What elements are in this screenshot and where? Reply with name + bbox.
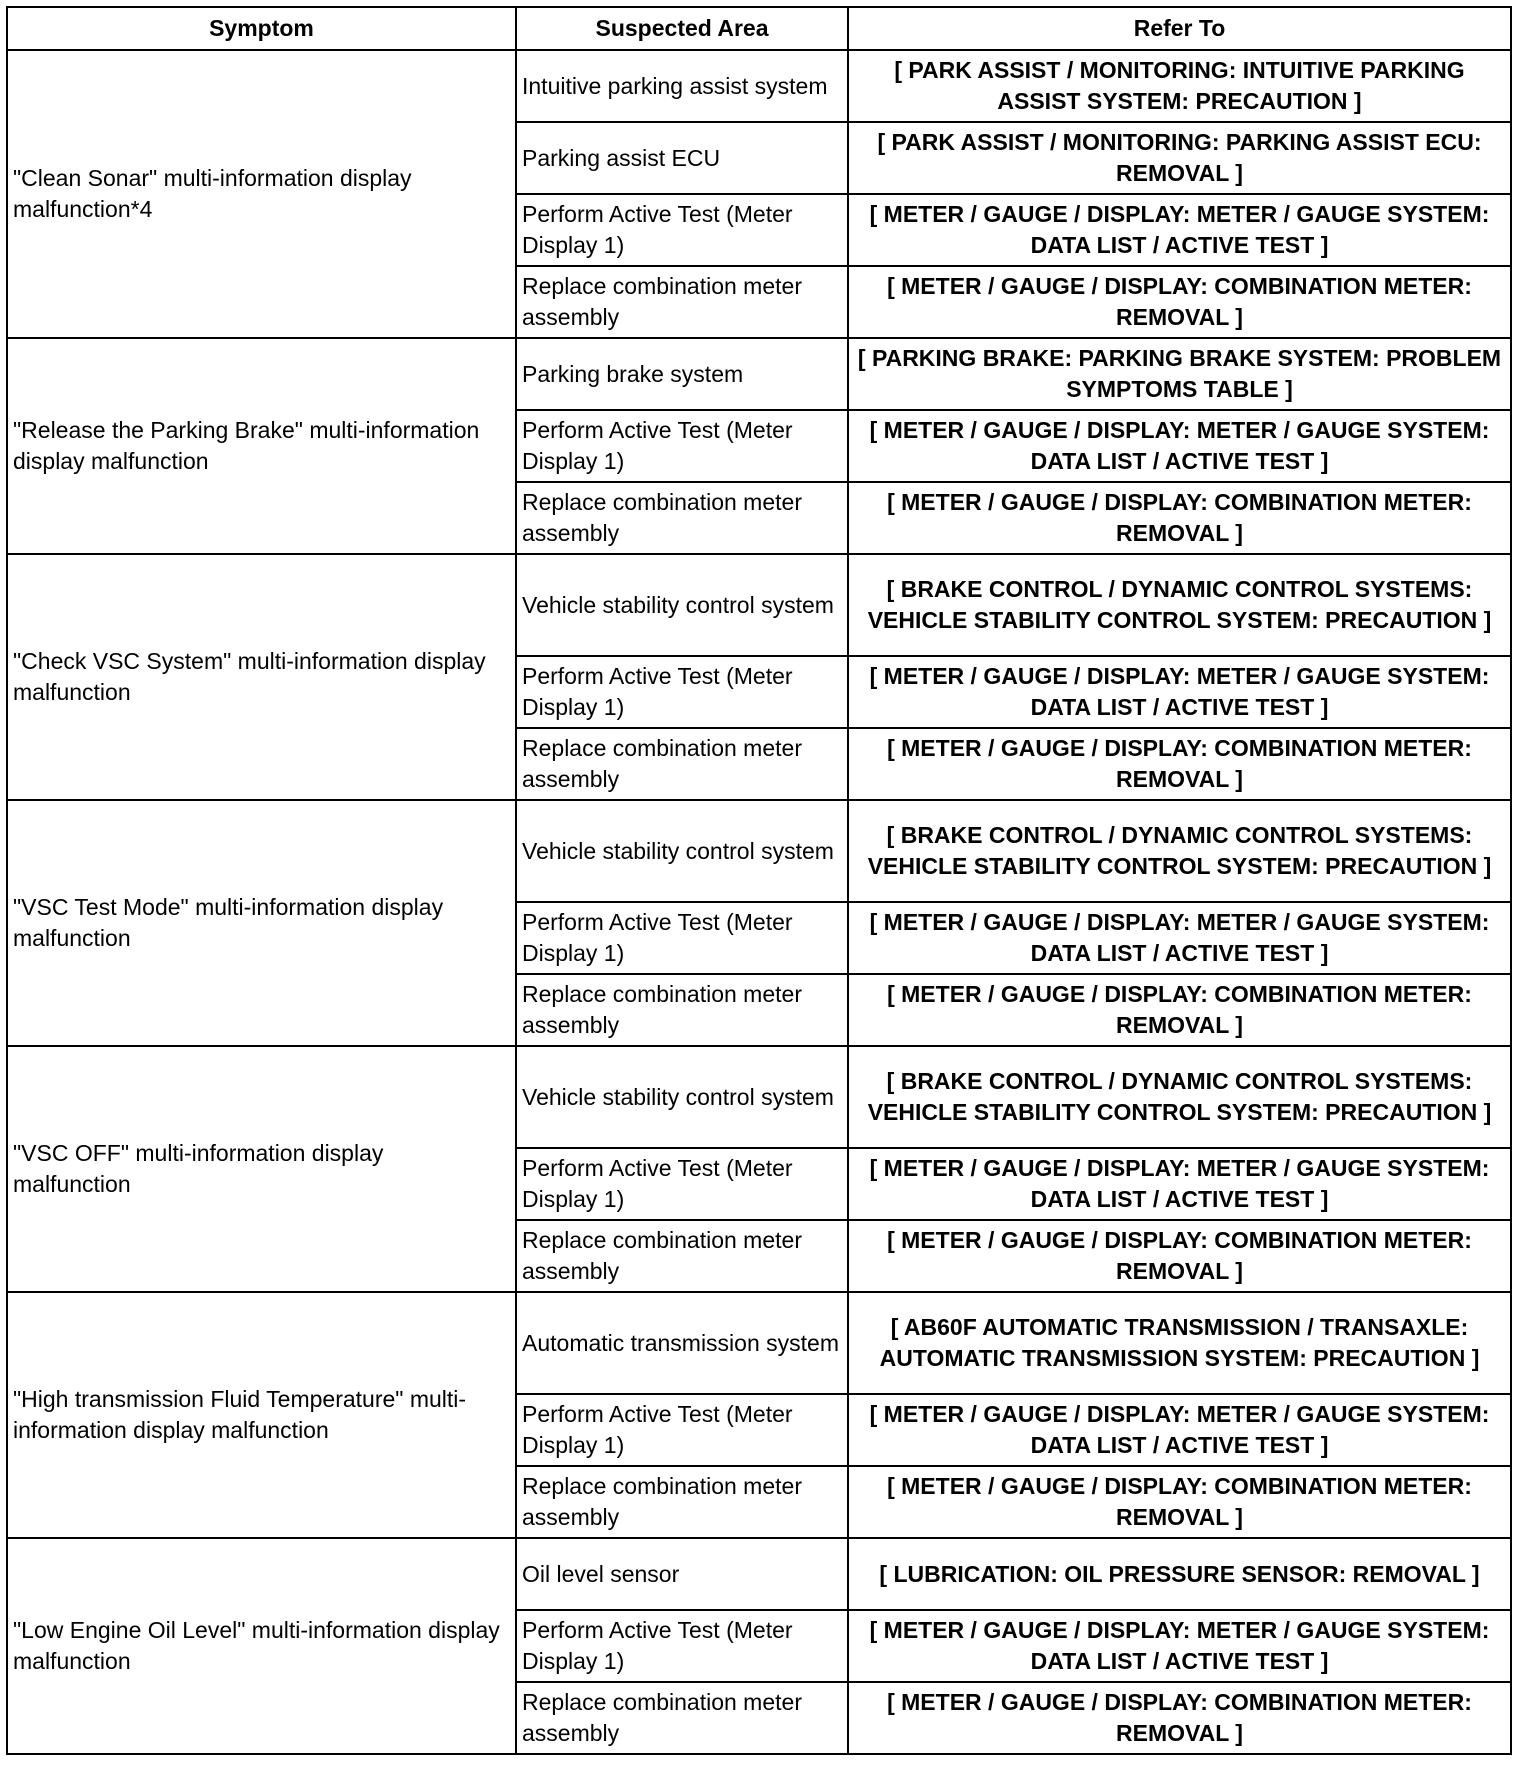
suspected-area-cell: Vehicle stability control system [516, 1046, 848, 1148]
refer-to-link[interactable]: [ METER / GAUGE / DISPLAY: METER / GAUGE SYSTEM: DATA LIST / ACTIVE TEST ] [848, 902, 1511, 974]
refer-to-link[interactable]: [ LUBRICATION: OIL PRESSURE SENSOR: REMOVAL ] [848, 1538, 1511, 1610]
refer-to-link[interactable]: [ AB60F AUTOMATIC TRANSMISSION / TRANSAXLE: AUTOMATIC TRANSMISSION SYSTEM: PRECAUTION ] [848, 1292, 1511, 1394]
symptom-cell: "Low Engine Oil Level" multi-information display malfunction [7, 1538, 516, 1754]
refer-to-link[interactable]: [ PARKING BRAKE: PARKING BRAKE SYSTEM: PROBLEM SYMPTOMS TABLE ] [848, 338, 1511, 410]
table-row [7, 50, 1511, 122]
suspected-area-cell: Oil level sensor [516, 1538, 848, 1610]
refer-to-link[interactable]: [ METER / GAUGE / DISPLAY: COMBINATION METER: REMOVAL ] [848, 482, 1511, 554]
refer-to-link[interactable]: [ PARK ASSIST / MONITORING: INTUITIVE PARKING ASSIST SYSTEM: PRECAUTION ] [848, 50, 1511, 122]
suspected-area-cell: Automatic transmission system [516, 1292, 848, 1394]
header-refer-to: Refer To [848, 7, 1511, 50]
symptom-cell: "Check VSC System" multi-information display malfunction [7, 554, 516, 800]
table-row [7, 1292, 1511, 1394]
symptom-cell: "VSC OFF" multi-information display malfunction [7, 1046, 516, 1292]
suspected-area-cell: Perform Active Test (Meter Display 1) [516, 656, 848, 728]
suspected-area-cell: Perform Active Test (Meter Display 1) [516, 1394, 848, 1466]
refer-to-link[interactable]: [ METER / GAUGE / DISPLAY: COMBINATION METER: REMOVAL ] [848, 1682, 1511, 1754]
suspected-area-cell: Vehicle stability control system [516, 800, 848, 902]
refer-to-link[interactable]: [ METER / GAUGE / DISPLAY: COMBINATION METER: REMOVAL ] [848, 266, 1511, 338]
refer-to-link[interactable]: [ BRAKE CONTROL / DYNAMIC CONTROL SYSTEMS: VEHICLE STABILITY CONTROL SYSTEM: PRECAUTION ] [848, 800, 1511, 902]
suspected-area-cell: Replace combination meter assembly [516, 1466, 848, 1538]
suspected-area-cell: Replace combination meter assembly [516, 728, 848, 800]
suspected-area-cell: Intuitive parking assist system [516, 50, 848, 122]
table-row [7, 800, 1511, 902]
refer-to-link[interactable]: [ METER / GAUGE / DISPLAY: METER / GAUGE SYSTEM: DATA LIST / ACTIVE TEST ] [848, 1394, 1511, 1466]
refer-to-link[interactable]: [ METER / GAUGE / DISPLAY: COMBINATION METER: REMOVAL ] [848, 728, 1511, 800]
refer-to-link[interactable]: [ METER / GAUGE / DISPLAY: COMBINATION METER: REMOVAL ] [848, 974, 1511, 1046]
refer-to-link[interactable]: [ METER / GAUGE / DISPLAY: METER / GAUGE SYSTEM: DATA LIST / ACTIVE TEST ] [848, 194, 1511, 266]
suspected-area-cell: Parking assist ECU [516, 122, 848, 194]
table-row [7, 554, 1511, 656]
refer-to-link[interactable]: [ PARK ASSIST / MONITORING: PARKING ASSIST ECU: REMOVAL ] [848, 122, 1511, 194]
suspected-area-cell: Vehicle stability control system [516, 554, 848, 656]
symptom-cell: "Release the Parking Brake" multi-information display malfunction [7, 338, 516, 554]
suspected-area-cell: Replace combination meter assembly [516, 266, 848, 338]
table-row [7, 338, 1511, 410]
header-suspected-area: Suspected Area [516, 7, 848, 50]
problem-symptoms-table-wrapper [6, 6, 1510, 1755]
suspected-area-cell: Replace combination meter assembly [516, 482, 848, 554]
suspected-area-cell: Replace combination meter assembly [516, 974, 848, 1046]
refer-to-link[interactable]: [ METER / GAUGE / DISPLAY: METER / GAUGE SYSTEM: DATA LIST / ACTIVE TEST ] [848, 410, 1511, 482]
refer-to-link[interactable]: [ METER / GAUGE / DISPLAY: METER / GAUGE SYSTEM: DATA LIST / ACTIVE TEST ] [848, 656, 1511, 728]
suspected-area-cell: Perform Active Test (Meter Display 1) [516, 410, 848, 482]
symptom-cell: "Clean Sonar" multi-information display malfunction*4 [7, 50, 516, 338]
suspected-area-cell: Perform Active Test (Meter Display 1) [516, 1148, 848, 1220]
suspected-area-cell: Perform Active Test (Meter Display 1) [516, 1610, 848, 1682]
refer-to-link[interactable]: [ METER / GAUGE / DISPLAY: COMBINATION METER: REMOVAL ] [848, 1466, 1511, 1538]
suspected-area-cell: Parking brake system [516, 338, 848, 410]
refer-to-link[interactable]: [ METER / GAUGE / DISPLAY: METER / GAUGE SYSTEM: DATA LIST / ACTIVE TEST ] [848, 1610, 1511, 1682]
refer-to-link[interactable]: [ METER / GAUGE / DISPLAY: METER / GAUGE SYSTEM: DATA LIST / ACTIVE TEST ] [848, 1148, 1511, 1220]
suspected-area-cell: Perform Active Test (Meter Display 1) [516, 902, 848, 974]
refer-to-link[interactable]: [ BRAKE CONTROL / DYNAMIC CONTROL SYSTEMS: VEHICLE STABILITY CONTROL SYSTEM: PRECAUTION ] [848, 554, 1511, 656]
header-row [7, 7, 1511, 50]
header-symptom: Symptom [7, 7, 516, 50]
symptom-cell: "High transmission Fluid Temperature" multi-information display malfunction [7, 1292, 516, 1538]
suspected-area-cell: Replace combination meter assembly [516, 1220, 848, 1292]
refer-to-link[interactable]: [ METER / GAUGE / DISPLAY: COMBINATION METER: REMOVAL ] [848, 1220, 1511, 1292]
problem-symptoms-table [6, 6, 1512, 1755]
suspected-area-cell: Replace combination meter assembly [516, 1682, 848, 1754]
suspected-area-cell: Perform Active Test (Meter Display 1) [516, 194, 848, 266]
symptom-cell: "VSC Test Mode" multi-information display malfunction [7, 800, 516, 1046]
refer-to-link[interactable]: [ BRAKE CONTROL / DYNAMIC CONTROL SYSTEMS: VEHICLE STABILITY CONTROL SYSTEM: PRECAUTION ] [848, 1046, 1511, 1148]
table-row [7, 1538, 1511, 1610]
table-row [7, 1046, 1511, 1148]
